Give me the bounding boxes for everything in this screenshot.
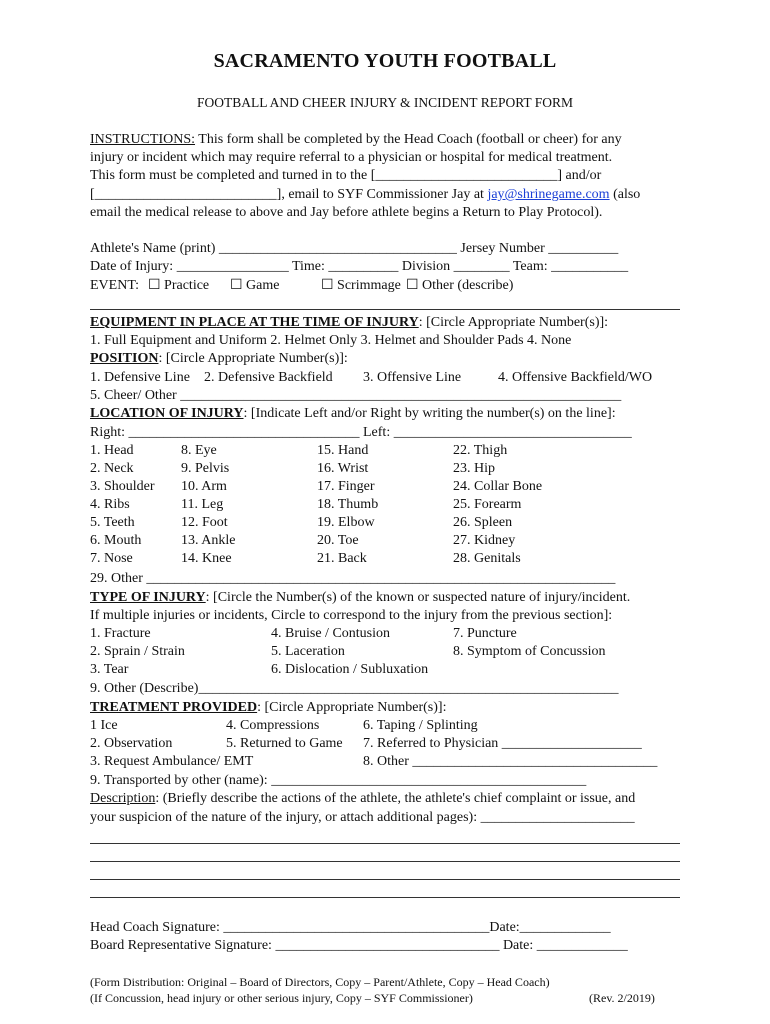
athlete-name-field[interactable]: Athlete's Name (print) __________________________________ Jersey Number __________ <box>90 241 619 256</box>
location-item[interactable]: 14. Knee <box>181 551 232 566</box>
form-subtitle: FOOTBALL AND CHEER INJURY & INCIDENT REPORT FORM <box>196 95 574 110</box>
location-item[interactable]: 26. Spleen <box>453 515 513 530</box>
injury-type-col-3 <box>453 625 605 661</box>
form-title: SACRAMENTO YOUTH FOOTBALL <box>213 50 557 72</box>
location-item[interactable]: 17. Finger <box>317 479 375 494</box>
location-item[interactable]: 6. Mouth <box>90 533 142 548</box>
treatment-col-3 <box>363 717 657 771</box>
footer-concussion-note: (If Concussion, head injury or other serious injury, Copy – SYF Commissioner) <box>90 991 473 1005</box>
injury-type-item[interactable]: 8. Symptom of Concussion <box>453 644 606 659</box>
position-instruction: : [Circle Appropriate Number(s)]: <box>158 351 348 366</box>
position-heading-line <box>90 350 348 368</box>
revision-label: (Rev. 2/2019) <box>589 991 655 1005</box>
treatment-item[interactable]: 6. Taping / Splinting <box>363 718 478 733</box>
injury-type-col-2 <box>271 625 428 679</box>
injury-date-field[interactable]: Date of Injury: ________________ Time: __________ Division ________ Team: ___________ <box>90 259 629 274</box>
injury-type-item[interactable]: 7. Puncture <box>453 626 517 641</box>
treatment-instruction: : [Circle Appropriate Number(s)]: <box>257 700 447 715</box>
location-col-4 <box>453 442 542 568</box>
treatment-heading-line <box>90 699 446 717</box>
instructions-text-1: This form shall be completed by the Head Coach (football or cheer) for any <box>195 132 622 147</box>
equipment-heading-line <box>90 314 608 332</box>
injury-type-item[interactable]: 4. Bruise / Contusion <box>271 626 391 641</box>
position-option-2[interactable]: 2. Defensive Backfield <box>204 370 333 385</box>
location-item[interactable]: 20. Toe <box>317 533 359 548</box>
description-instruction: : (Briefly describe the actions of the athlete, the athlete's chief complaint or issue, and <box>155 791 636 806</box>
commissioner-email-link[interactable]: jay@shrinegame.com <box>487 187 610 202</box>
location-right-left-field[interactable]: Right: _________________________________ Left: __________________________________ <box>90 425 632 440</box>
board-rep-signature-field[interactable]: Board Representative Signature: ________________________________ Date: _____________ <box>90 938 628 953</box>
treatment-item[interactable]: 1 Ice <box>90 718 118 733</box>
injury-type-item[interactable]: 1. Fracture <box>90 626 151 641</box>
injury-type-heading-line <box>90 589 630 607</box>
location-item[interactable]: 3. Shoulder <box>90 479 155 494</box>
location-item[interactable]: 4. Ribs <box>90 497 130 512</box>
equipment-instruction: : [Circle Appropriate Number(s)]: <box>418 315 609 330</box>
injury-type-instruction: : [Circle the Number(s) of the known or suspected nature of injury/incident. <box>205 590 631 605</box>
location-item[interactable]: 9. Pelvis <box>181 461 230 476</box>
location-instruction: : [Indicate Left and/or Right by writing the number(s) on the line]: <box>243 406 616 421</box>
location-item[interactable]: 24. Collar Bone <box>453 479 543 494</box>
location-col-2 <box>181 442 235 568</box>
treatment-col-2 <box>226 717 343 753</box>
location-item[interactable]: 22. Thigh <box>453 443 508 458</box>
injury-type-item[interactable]: 5. Laceration <box>271 644 345 659</box>
description-blank-line[interactable] <box>90 897 680 898</box>
event-practice-checkbox[interactable]: ☐ Practice <box>148 278 210 293</box>
location-item[interactable]: 10. Arm <box>181 479 227 494</box>
location-item[interactable]: 27. Kidney <box>453 533 516 548</box>
treatment-item[interactable]: 5. Returned to Game <box>226 736 343 751</box>
location-col-3 <box>317 442 378 568</box>
section-divider <box>90 309 680 310</box>
treatment-item[interactable]: 8. Other ___________________________________ <box>363 754 658 769</box>
location-item[interactable]: 23. Hip <box>453 461 495 476</box>
injury-type-other-field[interactable]: 9. Other (Describe)____________________________________________________________ <box>90 681 619 696</box>
location-item[interactable]: 12. Foot <box>181 515 228 530</box>
description-blank-line[interactable] <box>90 879 680 880</box>
equipment-heading: EQUIPMENT IN PLACE AT THE TIME OF INJURY <box>90 315 419 330</box>
treatment-heading: TREATMENT PROVIDED <box>90 700 258 715</box>
event-scrimmage-checkbox[interactable]: ☐ Scrimmage <box>321 278 401 293</box>
position-cheer-other-field[interactable]: 5. Cheer/ Other _______________________________________________________________ <box>90 388 622 403</box>
location-item[interactable]: 13. Ankle <box>181 533 236 548</box>
equipment-options[interactable]: 1. Full Equipment and Uniform 2. Helmet Only 3. Helmet and Shoulder Pads 4. None <box>90 333 572 348</box>
location-item[interactable]: 7. Nose <box>90 551 133 566</box>
instructions-line-2: injury or incident which may require referral to a physician or hospital for medical treatment. <box>90 150 613 165</box>
location-item[interactable]: 18. Thumb <box>317 497 379 512</box>
description-blank-line[interactable] <box>90 843 680 844</box>
instructions-text-4b: (also <box>609 187 641 202</box>
injury-type-instruction-2: If multiple injuries or incidents, Circle to correspond to the injury from the previous section]: <box>90 608 613 623</box>
location-item[interactable]: 11. Leg <box>181 497 224 512</box>
treatment-item[interactable]: 4. Compressions <box>226 718 320 733</box>
injury-type-item[interactable]: 3. Tear <box>90 662 129 677</box>
instructions-line-4 <box>90 186 640 204</box>
location-item[interactable]: 15. Hand <box>317 443 369 458</box>
location-item[interactable]: 25. Forearm <box>453 497 522 512</box>
instructions-line-5: email the medical release to above and Jay before athlete begins a Return to Play Protocol). <box>90 205 603 220</box>
event-game-checkbox[interactable]: ☐ Game <box>230 278 280 293</box>
location-other-field[interactable]: 29. Other ___________________________________________________________________ <box>90 571 616 586</box>
instructions-label: INSTRUCTIONS: <box>90 132 196 147</box>
location-heading-line <box>90 405 616 423</box>
location-item[interactable]: 2. Neck <box>90 461 134 476</box>
injury-type-item[interactable]: 6. Dislocation / Subluxation <box>271 662 429 677</box>
treatment-item[interactable]: 7. Referred to Physician ____________________ <box>363 736 642 751</box>
location-heading: LOCATION OF INJURY <box>90 406 244 421</box>
location-col-1 <box>90 442 155 568</box>
injury-type-heading: TYPE OF INJURY <box>90 590 206 605</box>
injury-type-item[interactable]: 2. Sprain / Strain <box>90 644 185 659</box>
location-item[interactable]: 1. Head <box>90 443 134 458</box>
location-item[interactable]: 5. Teeth <box>90 515 135 530</box>
location-item[interactable]: 19. Elbow <box>317 515 375 530</box>
event-other-checkbox[interactable]: ☐ Other (describe) <box>406 278 514 293</box>
instructions-line-1 <box>90 131 622 149</box>
position-option-1[interactable]: 1. Defensive Line <box>90 370 190 385</box>
location-item[interactable]: 28. Genitals <box>453 551 521 566</box>
description-line-1 <box>90 790 635 808</box>
head-coach-signature-field[interactable]: Head Coach Signature: ______________________________________Date:_____________ <box>90 920 611 935</box>
instructions-line-3: This form must be completed and turned in to the [__________________________] and/or <box>90 168 602 183</box>
position-heading: POSITION <box>90 351 159 366</box>
transported-by-field[interactable]: 9. Transported by other (name): _____________________________________________ <box>90 773 587 788</box>
position-option-3[interactable]: 3. Offensive Line <box>363 370 462 385</box>
description-blank-line[interactable] <box>90 861 680 862</box>
location-item[interactable]: 16. Wrist <box>317 461 369 476</box>
instructions-text-4a: [__________________________], email to SYF Commissioner Jay at <box>90 187 488 202</box>
description-line-2[interactable]: your suspicion of the nature of the injury, or attach additional pages): ______________________ <box>90 810 635 825</box>
event-label: EVENT: <box>90 278 140 293</box>
injury-type-col-1 <box>90 625 185 679</box>
footer-distribution: (Form Distribution: Original – Board of Directors, Copy – Parent/Athlete, Copy – Head Coach) <box>90 975 550 989</box>
treatment-item[interactable]: 3. Request Ambulance/ EMT <box>90 754 254 769</box>
location-item[interactable]: 21. Back <box>317 551 367 566</box>
description-label: Description <box>90 791 156 806</box>
treatment-item[interactable]: 2. Observation <box>90 736 173 751</box>
location-item[interactable]: 8. Eye <box>181 443 217 458</box>
position-option-4[interactable]: 4. Offensive Backfield/WO <box>498 370 653 385</box>
